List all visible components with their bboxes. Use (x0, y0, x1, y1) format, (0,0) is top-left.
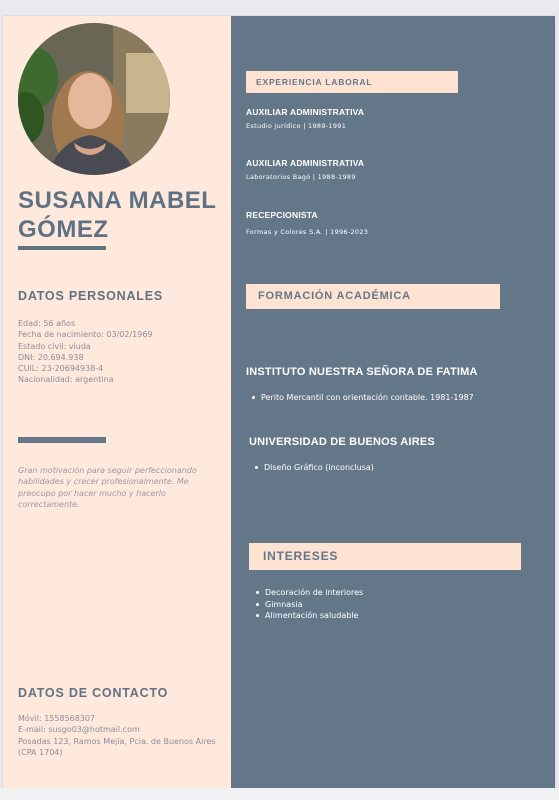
name-line-1: SUSANA MABEL (18, 187, 217, 214)
job-1-title: AUXILIAR ADMINISTRATIVA (246, 107, 365, 117)
motto-text: Gran motivación para seguir perfeccionando habilidades y crecer profesionalmente. Me preocupo por hacer mucho y hacerlo correctamente. (18, 466, 197, 509)
interest-item: Decoración de interiores (254, 587, 363, 599)
contact-heading: DATOS DE CONTACTO (18, 686, 169, 700)
school-2-name: UNIVERSIDAD DE BUENOS AIRES (249, 436, 435, 448)
contact-list (18, 713, 216, 758)
personal-birthdate: Fecha de nacimiento: 03/02/1969 (18, 330, 153, 340)
school-1-name: INSTITUTO NUESTRA SEÑORA DE FATIMA (246, 366, 478, 378)
portrait-illustration (18, 23, 170, 175)
contact-email: E-mail: susgo03@hotmail.com (18, 725, 140, 735)
job-2-title: AUXILIAR ADMINISTRATIVA (246, 158, 365, 168)
contact-postal-code: (CPA 1704) (18, 747, 63, 757)
personal-civil-status: Estado civil: viuda (18, 341, 91, 351)
full-name (18, 186, 233, 244)
job-2-detail: Laboratorios Bagó | 1988-1989 (246, 173, 356, 181)
personal-age: Edad: 56 años (18, 319, 76, 328)
job-3-detail: Formas y Colores S.A. | 1996-2023 (246, 228, 369, 236)
experience-heading: EXPERIENCIA LABORAL (246, 71, 458, 93)
contact-mobile: Móvil: 1558568307 (18, 714, 96, 723)
personal-nationality: Nacionalidad: argentina (18, 375, 114, 385)
school-1-item: Perito Mercantil con orientación contable. 1981-1987 (250, 392, 474, 404)
interests-list (254, 587, 363, 622)
resume-page (3, 16, 555, 788)
interest-item: Alimentación saludable (254, 610, 363, 622)
school-2-items (253, 462, 374, 474)
school-2-item: Diseño Gráfico (inconclusa) (253, 462, 374, 474)
name-line-2: GÓMEZ (18, 216, 109, 243)
interest-item: Gimnasia (254, 599, 363, 611)
profile-photo (18, 23, 170, 175)
section-divider (18, 437, 106, 443)
viewer-bottom-strip (0, 788, 559, 800)
personal-data-heading: DATOS PERSONALES (18, 289, 163, 303)
personal-data-list (18, 318, 153, 386)
school-1-items (250, 392, 474, 404)
job-1-detail: Estudio jurídico | 1989-1991 (246, 122, 347, 130)
personal-dni: DNI: 20.694.938 (18, 352, 84, 362)
contact-address: Posadas 123, Ramos Mejía, Pcia. de Buenos Aires (18, 736, 216, 746)
education-heading: FORMACIÓN ACADÉMICA (246, 284, 500, 309)
name-underline (18, 246, 106, 250)
personal-cuil: CUIL: 23-20694938-4 (18, 364, 104, 374)
interests-heading: INTERESES (249, 543, 521, 570)
job-3-title: RECEPCIONISTA (246, 210, 318, 220)
